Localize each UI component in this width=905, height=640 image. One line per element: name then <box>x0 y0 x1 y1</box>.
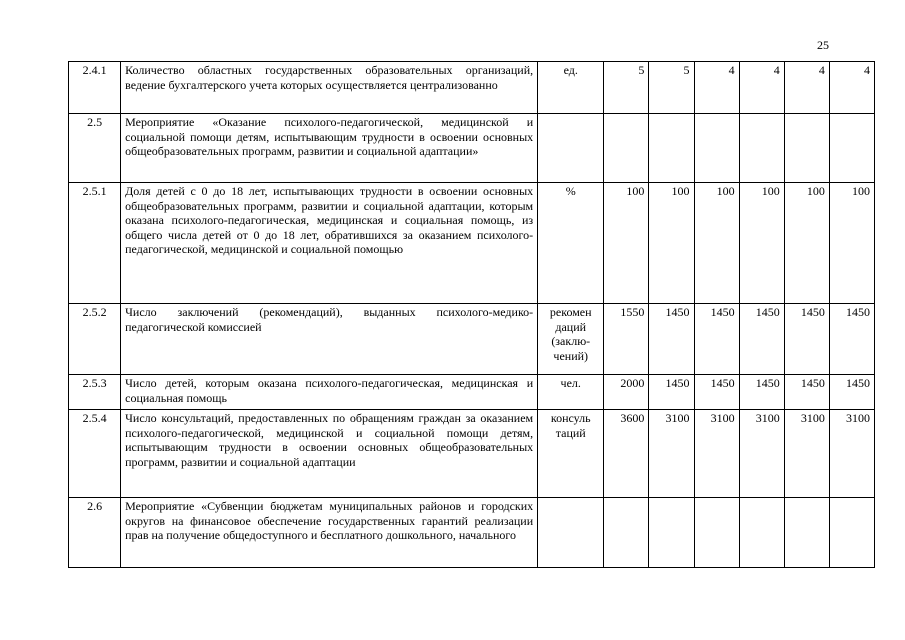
row-description: Число детей, которым оказана психолого-педагогическая, медицинская и социальная помощь <box>121 375 538 410</box>
row-value: 100 <box>829 183 874 304</box>
row-value <box>784 114 829 183</box>
row-value: 5 <box>604 62 649 114</box>
table-row <box>69 62 875 114</box>
row-value: 5 <box>649 62 694 114</box>
row-unit: % <box>538 183 604 304</box>
row-value <box>829 114 874 183</box>
row-description: Мероприятие «Оказание психолого-педагогической, медицинской и социальной помощи детям, испытывающим трудности в освоении основных общеобразовательных программ, развитии и социальной адаптации» <box>121 114 538 183</box>
row-unit: консуль таций <box>538 410 604 498</box>
row-value <box>694 498 739 568</box>
row-value <box>694 114 739 183</box>
row-value: 100 <box>694 183 739 304</box>
row-value: 1450 <box>784 375 829 410</box>
row-value: 1450 <box>829 304 874 375</box>
row-value: 1450 <box>694 375 739 410</box>
page-number: 25 <box>817 38 829 52</box>
row-number: 2.5.4 <box>69 410 121 498</box>
row-value: 1450 <box>829 375 874 410</box>
row-value: 4 <box>739 62 784 114</box>
table-row <box>69 375 875 410</box>
row-description: Мероприятие «Субвенции бюджетам муниципальных районов и городских округов на финансовое обеспечение государственных гарантий реализации прав на получение общедоступного и бесплатного дошкольного, начального <box>121 498 538 568</box>
table-row <box>69 304 875 375</box>
row-number: 2.5.3 <box>69 375 121 410</box>
row-value: 1450 <box>784 304 829 375</box>
row-description: Число заключений (рекомендаций), выданных психолого-медико-педагогической комиссией <box>121 304 538 375</box>
row-value: 1450 <box>739 304 784 375</box>
indicators-table <box>68 61 875 568</box>
row-value <box>649 498 694 568</box>
row-value: 3600 <box>604 410 649 498</box>
row-value: 100 <box>784 183 829 304</box>
row-value <box>784 498 829 568</box>
row-description: Доля детей с 0 до 18 лет, испытывающих трудности в освоении основных общеобразовательных программ, развитии и социальной адаптации, которым оказана психолого-педагогическая, медицинская и социальная помощь, из общего числа детей от 0 до 18 лет, обратившихся за оказанием психолого-педагогической, медицинской и социальной помощью <box>121 183 538 304</box>
table-row <box>69 183 875 304</box>
table-row <box>69 114 875 183</box>
row-number: 2.4.1 <box>69 62 121 114</box>
row-value: 3100 <box>784 410 829 498</box>
row-number: 2.6 <box>69 498 121 568</box>
row-description: Количество областных государственных образовательных организаций, ведение бухгалтерского учета которых осуществляется централизованно <box>121 62 538 114</box>
row-value: 1450 <box>649 304 694 375</box>
row-unit: ед. <box>538 62 604 114</box>
row-number: 2.5 <box>69 114 121 183</box>
row-unit: рекомен даций (заклю-чений) <box>538 304 604 375</box>
row-value <box>604 498 649 568</box>
row-unit <box>538 498 604 568</box>
row-value: 1450 <box>649 375 694 410</box>
row-unit <box>538 114 604 183</box>
row-value: 3100 <box>694 410 739 498</box>
row-value: 1450 <box>694 304 739 375</box>
row-value: 2000 <box>604 375 649 410</box>
table-row <box>69 498 875 568</box>
row-value <box>604 114 649 183</box>
row-value: 100 <box>604 183 649 304</box>
row-number: 2.5.2 <box>69 304 121 375</box>
row-value <box>829 498 874 568</box>
row-value: 1450 <box>739 375 784 410</box>
row-value <box>739 114 784 183</box>
row-value: 3100 <box>829 410 874 498</box>
row-value <box>649 114 694 183</box>
row-unit: чел. <box>538 375 604 410</box>
row-value: 3100 <box>649 410 694 498</box>
row-number: 2.5.1 <box>69 183 121 304</box>
row-value: 3100 <box>739 410 784 498</box>
row-value: 100 <box>649 183 694 304</box>
row-value: 4 <box>694 62 739 114</box>
row-value: 1550 <box>604 304 649 375</box>
row-value: 4 <box>784 62 829 114</box>
table-row <box>69 410 875 498</box>
row-value: 100 <box>739 183 784 304</box>
row-value <box>739 498 784 568</box>
row-value: 4 <box>829 62 874 114</box>
row-description: Число консультаций, предоставленных по обращениям граждан за оказанием психолого-педагогической, медицинской и социальной помощи детям, испытывающим трудности в освоении основных общеобразовательных программ, развитии и социальной адаптации <box>121 410 538 498</box>
